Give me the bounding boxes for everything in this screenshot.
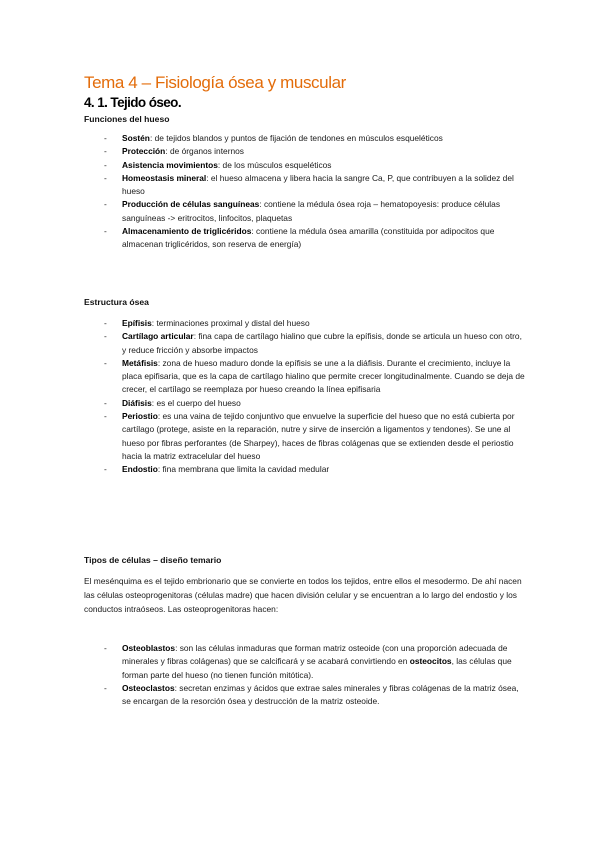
list-item: - Asistencia movimientos: de los músculos esqueléticos bbox=[104, 159, 332, 170]
list-item: - Protección: de órganos internos bbox=[104, 146, 244, 157]
list-funciones bbox=[0, 132, 600, 252]
list-item: - Homeostasis mineral: el hueso almacena y libera hacia la sangre Ca, P, que contribuyen a la solidez del hueso bbox=[104, 172, 514, 197]
section-subtitle: 4. 1. Tejido óseo. bbox=[84, 95, 181, 110]
list-item: - Almacenamiento de triglicéridos: contiene la médula ósea amarilla (constituida por adipocitos que almacenan triglicéridos, son reserva de energía) bbox=[104, 226, 495, 250]
list-item: - Producción de células sanguíneas: contiene la médula ósea roja – hematopoyesis: produce células sanguíneas -> eritrocitos, linfocitos, plaquetas bbox=[104, 199, 501, 223]
page-title: Tema 4 – Fisiología ósea y muscular bbox=[84, 73, 346, 92]
paragraph-mesenquima: El mesénquima es el tejido embrionario que se convierte en todos los tejidos, entre ellos el mesodermo. De ahí nacen las células osteoprogenitoras (células madre) que hacen división celular y se encuentran a lo largo del endostio y los conductos intraóseos. Las osteoprogenitoras hacen: bbox=[84, 576, 522, 614]
list-item: - Epífisis: terminaciones proximal y distal del hueso bbox=[104, 318, 310, 328]
heading-tipos-celulas: Tipos de células – diseño temario bbox=[84, 555, 222, 565]
heading-funciones: Funciones del hueso bbox=[84, 114, 170, 124]
list-item: - Endostio: fina membrana que limita la cavidad medular bbox=[104, 464, 330, 475]
list-item: - Metáfisis: zona de hueso maduro donde la epífisis se une a la diáfisis. Durante el crecimiento, incluye la placa epifisaria, que es la capa de cartílago hialino que permite crecer longitudinalmente. Cuando se deja de crecer, el cartílago se reemplaza por hueso creando la línea epifisaria bbox=[104, 357, 525, 395]
list-tipos-celulas bbox=[0, 642, 600, 708]
list-item: - Sostén: de tejidos blandos y puntos de fijación de tendones en músculos esqueléticos bbox=[104, 133, 443, 143]
list-item: - Periostio: es una vaina de tejido conjuntivo que envuelve la superficie del hueso que no está cubierta por cartílago (protege, asiste en la reparación, nutre y sirve de inserción a ligamentos y tendones). Se une al hueso por fibras perforantes (de Sharpey), haces de fibras colágenas que se extienden desde el periostio hacia la matriz extracelular del hueso bbox=[104, 411, 515, 461]
list-estructura bbox=[0, 317, 600, 477]
list-item: - Osteoclastos: secretan enzimas y ácidos que extrae sales minerales y fibras colágenas de la matriz ósea, se encargan de la resorción ósea y destrucción de la matriz osteoide. bbox=[104, 682, 519, 707]
heading-estructura: Estructura ósea bbox=[84, 297, 149, 307]
list-item: - Cartílago articular: fina capa de cartílago hialino que cubre la epífisis, donde se articula un hueso con otro, y reduce fricción y absorbe impactos bbox=[104, 331, 522, 355]
list-item: - Diáfisis: es el cuerpo del hueso bbox=[104, 397, 241, 408]
list-item: - Osteoblastos: son las células inmaduras que forman matriz osteoide (con una proporción adecuada de minerales y fibras colágenas) que se calcificará y se acabará convirtiendo en osteocitos, las células que forman parte del hueso (no tienen función mitótica). bbox=[104, 643, 512, 680]
